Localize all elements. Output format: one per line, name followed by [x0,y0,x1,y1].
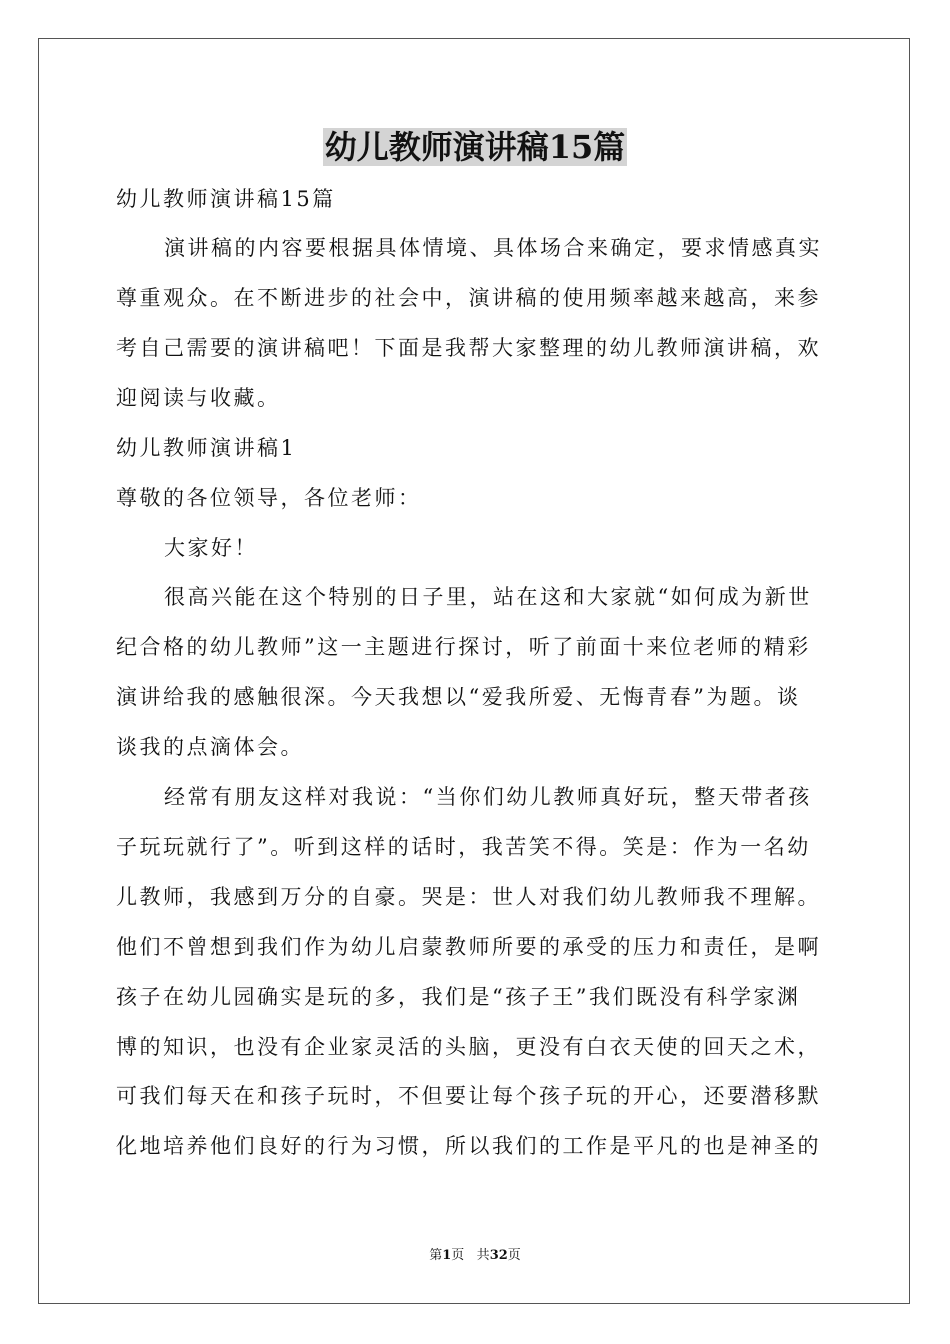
page-border [38,38,910,1304]
paragraph-line: 演讲给我的感触很深。今天我想以“爱我所爱、无悔青春”为题。谈 [116,685,801,709]
total-prefix: 共 [476,1248,490,1263]
paragraph-line: 孩子在幼儿园确实是玩的多，我们是“孩子王”我们既没有科学家渊 [116,985,801,1009]
page-prefix: 第 [429,1248,443,1263]
paragraph-line: 博的知识，也没有企业家灵活的头脑，更没有白衣天使的回天之术， [116,1035,821,1059]
document-title-text: 幼儿教师演讲稿15篇 [324,128,626,166]
paragraph-line: 他们不曾想到我们作为幼儿启蒙教师所要的承受的压力和责任，是啊 [116,935,821,959]
paragraph-line: 儿教师，我感到万分的自豪。哭是：世人对我们幼儿教师我不理解。 [116,885,821,909]
page-number: 1 [442,1248,452,1263]
page-suffix: 页 [451,1248,465,1263]
paragraph-line: 谈我的点滴体会。 [116,735,304,759]
total-suffix: 页 [507,1248,521,1263]
paragraph-line: 化地培养他们良好的行为习惯，所以我们的工作是平凡的也是神圣的 [116,1134,821,1158]
salutation-line: 尊敬的各位领导，各位老师： [116,486,422,510]
document-title [0,122,950,172]
section-heading: 幼儿教师演讲稿1 [116,436,297,460]
paragraph-line: 子玩玩就行了”。听到这样的话时，我苦笑不得。笑是：作为一名幼 [116,835,811,859]
total-pages: 32 [489,1248,508,1263]
paragraph-line: 考自己需要的演讲稿吧！下面是我帮大家整理的幼儿教师演讲稿，欢 [116,336,821,360]
paragraph-line: 迎阅读与收藏。 [116,386,281,410]
paragraph-line: 可我们每天在和孩子玩时，不但要让每个孩子玩的开心，还要潜移默 [116,1084,821,1108]
subtitle-line: 幼儿教师演讲稿15篇 [116,187,336,211]
greeting-line: 大家好！ [164,536,258,560]
paragraph-line: 很高兴能在这个特别的日子里，站在这和大家就“如何成为新世 [164,585,812,609]
paragraph-line: 经常有朋友这样对我说：“当你们幼儿教师真好玩，整天带者孩 [164,785,812,809]
paragraph-line: 纪合格的幼儿教师”这一主题进行探讨，听了前面十来位老师的精彩 [116,635,811,659]
page-footer [0,1247,950,1265]
paragraph-line: 尊重观众。在不断进步的社会中，演讲稿的使用频率越来越高，来参 [116,286,821,310]
paragraph-line: 演讲稿的内容要根据具体情境、具体场合来确定，要求情感真实 [164,236,822,260]
